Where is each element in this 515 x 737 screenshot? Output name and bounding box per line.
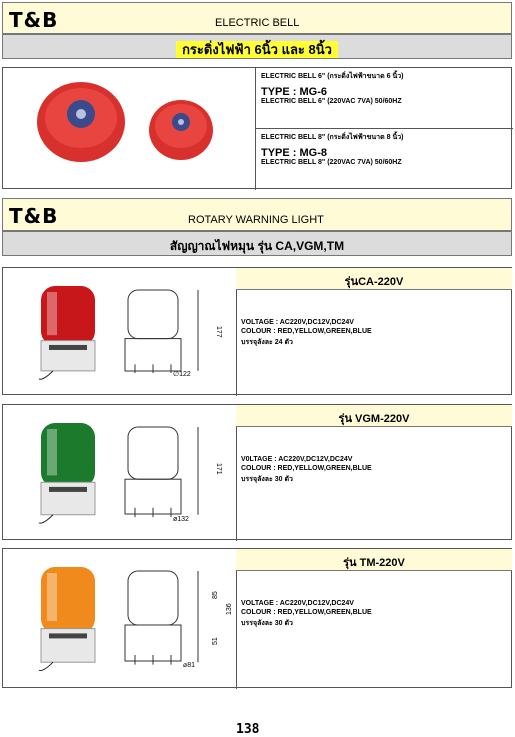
bell-product-box bbox=[2, 67, 512, 189]
section-title: ROTARY WARNING LIGHT bbox=[188, 214, 324, 226]
dimension-drawing bbox=[113, 559, 233, 679]
bell-caption: ELECTRIC BELL 8" (กระดิ่งไฟฟ้าขนาด 8 นิ้ว) bbox=[261, 134, 404, 141]
model-spec bbox=[241, 599, 506, 628]
dimension-drawing-icon bbox=[113, 559, 233, 679]
model-header bbox=[236, 268, 512, 290]
model-spec bbox=[241, 318, 506, 347]
warning-light-icon bbox=[33, 559, 103, 679]
page-number: 138 bbox=[236, 722, 260, 737]
bell-item-mg8 bbox=[261, 134, 511, 168]
colour-spec: COLOUR : RED,YELLOW,GREEN,BLUE bbox=[241, 465, 372, 473]
dimension-label: ∅122 bbox=[173, 371, 191, 378]
voltage-spec: VOLTAGE : AC220V,DC12V,DC24V bbox=[241, 600, 354, 607]
model-spec bbox=[241, 455, 506, 484]
dimension-label: 85 bbox=[212, 591, 219, 599]
colour-spec: COLOUR : RED,YELLOW,GREEN,BLUE bbox=[241, 328, 372, 336]
dimension-drawing bbox=[113, 278, 233, 386]
section-title: ELECTRIC BELL bbox=[215, 17, 300, 29]
bell-type: TYPE : MG-6 bbox=[261, 85, 328, 98]
thai-title: กระดิ่งไฟฟ้า 6นิ้ว และ 8นิ้ว bbox=[176, 41, 338, 58]
dimension-label: 51 bbox=[212, 637, 219, 645]
brand-logo: T&B bbox=[9, 8, 59, 32]
warning-light-photo bbox=[33, 559, 103, 679]
dimension-drawing-icon bbox=[113, 415, 233, 531]
bell-item-mg6 bbox=[261, 73, 511, 107]
brand-logo: T&B bbox=[9, 204, 59, 228]
warning-light-model-box bbox=[2, 548, 512, 688]
electric-bell-icon bbox=[33, 78, 233, 174]
dimension-label: 171 bbox=[215, 463, 222, 475]
model-header bbox=[236, 549, 512, 571]
warning-light-photo bbox=[33, 278, 103, 386]
packing-spec: บรรจุลังละ 24 ตัว bbox=[241, 338, 293, 346]
section-header-warning-light bbox=[2, 198, 512, 231]
dimension-label: ⌀81 bbox=[183, 662, 196, 669]
warning-light-icon bbox=[33, 278, 103, 386]
warning-light-model-box bbox=[2, 404, 512, 540]
bell-type: TYPE : MG-8 bbox=[261, 146, 328, 159]
packing-spec: บรรจุลังละ 30 ตัว bbox=[241, 619, 293, 627]
section-subtitle-bar bbox=[2, 231, 512, 256]
dimension-drawing bbox=[113, 415, 233, 531]
dimension-label: 177 bbox=[215, 326, 222, 338]
warning-light-icon bbox=[33, 415, 103, 531]
warning-light-model-box bbox=[2, 267, 512, 395]
section-header-bell bbox=[2, 2, 512, 34]
packing-spec: บรรจุลังละ 30 ตัว bbox=[241, 475, 293, 483]
thai-title: สัญญาณไฟหมุน รุ่น CA,VGM,TM bbox=[169, 239, 345, 253]
model-name: รุ่น VGM-220V bbox=[338, 413, 410, 425]
section-subtitle-bar bbox=[2, 34, 512, 59]
model-header bbox=[236, 405, 512, 427]
voltage-spec: V0LTAGE : AC220V,DC12V,DC24V bbox=[241, 456, 353, 463]
model-name: รุ่น TM-220V bbox=[343, 557, 405, 569]
bell-images bbox=[33, 78, 233, 174]
dimension-label: ø132 bbox=[173, 516, 189, 523]
bell-caption: ELECTRIC BELL 6" (กระดิ่งไฟฟ้าขนาด 6 นิ้ว) bbox=[261, 73, 404, 80]
model-name: รุ่นCA-220V bbox=[344, 276, 404, 288]
bell-spec: ELECTRIC BELL 8" (220VAC 7VA) 50/60HZ bbox=[261, 158, 402, 166]
voltage-spec: VOLTAGE : AC220V,DC12V,DC24V bbox=[241, 319, 354, 326]
warning-light-photo bbox=[33, 415, 103, 531]
dimension-label: 136 bbox=[226, 603, 233, 615]
bell-spec: ELECTRIC BELL 6" (220VAC 7VA) 50/60HZ bbox=[261, 97, 402, 105]
dimension-drawing-icon bbox=[113, 278, 233, 386]
colour-spec: COLOUR : RED,YELLOW,GREEN,BLUE bbox=[241, 609, 372, 617]
